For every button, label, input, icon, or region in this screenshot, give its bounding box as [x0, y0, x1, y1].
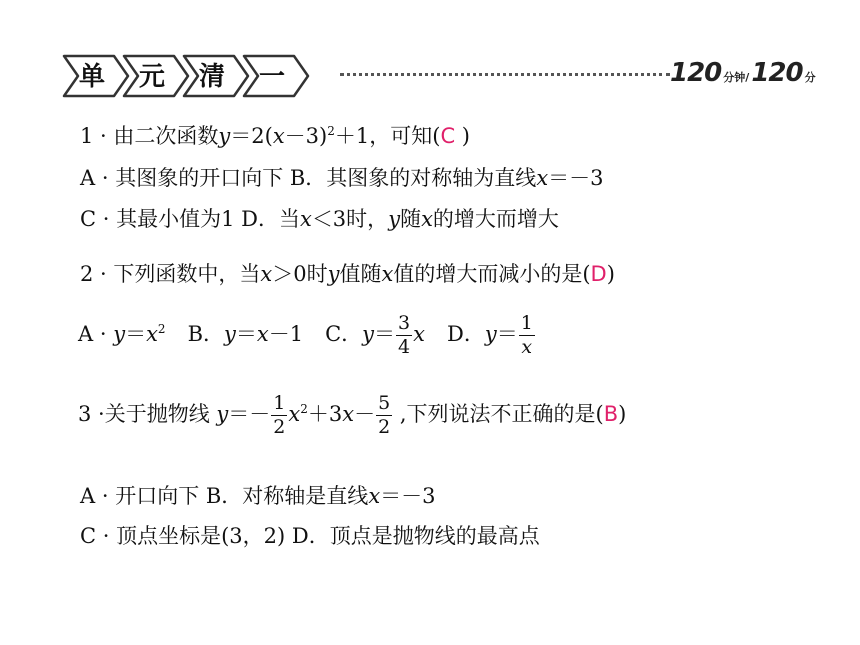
q1-options-cd: C · 其最小值为1 D．当x＜3时，y随x的增大而增大 [80, 207, 559, 231]
time-value-1: 120 [670, 58, 722, 88]
q2-optc-fraction: $\frac{3}{4}$ [398, 312, 411, 358]
q2-stem: 2 · 下列函数中，当x＞0时y值随x值的增大而减小的是(D) [80, 262, 615, 286]
time-unit-2: 分 [804, 71, 816, 84]
q1-stem: 1 · 由二次函数$y=2(x-3)^2+1$，可知(C ) [80, 124, 470, 148]
q2-options: $A \cdot y=x^2$ B．y＝x－1 C．y＝ $\frac{3}{4}$ x D．y＝ $\frac{1}{x}$ [78, 312, 533, 358]
time-value-2: 120 [751, 58, 803, 88]
q2-answer: D [590, 262, 607, 286]
q3-options-cd: C · 顶点坐标是(3，2) D．顶点是抛物线的最高点 [80, 524, 540, 548]
unit-banner [62, 52, 332, 100]
banner-chevrons [62, 52, 332, 100]
dotted-leader [340, 73, 670, 76]
time-limit [670, 58, 818, 88]
banner-char-2: 元 [138, 62, 166, 92]
q1-options-ab: A · 其图象的开口向下 B．其图象的对称轴为直线x＝－3 [80, 166, 604, 190]
banner-char-4: 一 [258, 62, 286, 92]
q3-answer: B [603, 402, 619, 426]
q2-optd-fraction: $\frac{1}{x}$ [520, 312, 533, 358]
q3-fraction-1: $\frac{1}{2}$ [273, 392, 286, 438]
banner-char-1: 单 [78, 62, 106, 92]
q3-stem: 3 ·关于抛物线 y＝－ $\frac{1}{2}$ $x^2+3x-$ $\frac{5}{2}$ ,下列说法不正确的是(B) [78, 392, 627, 438]
time-unit-1: 分钟/ [723, 71, 750, 84]
q3-fraction-2: $\frac{5}{2}$ [378, 392, 391, 438]
banner-char-3: 清 [198, 62, 226, 92]
q3-options-ab: A · 开口向下 B．对称轴是直线x＝－3 [80, 484, 436, 508]
q1-answer: C [440, 124, 456, 148]
